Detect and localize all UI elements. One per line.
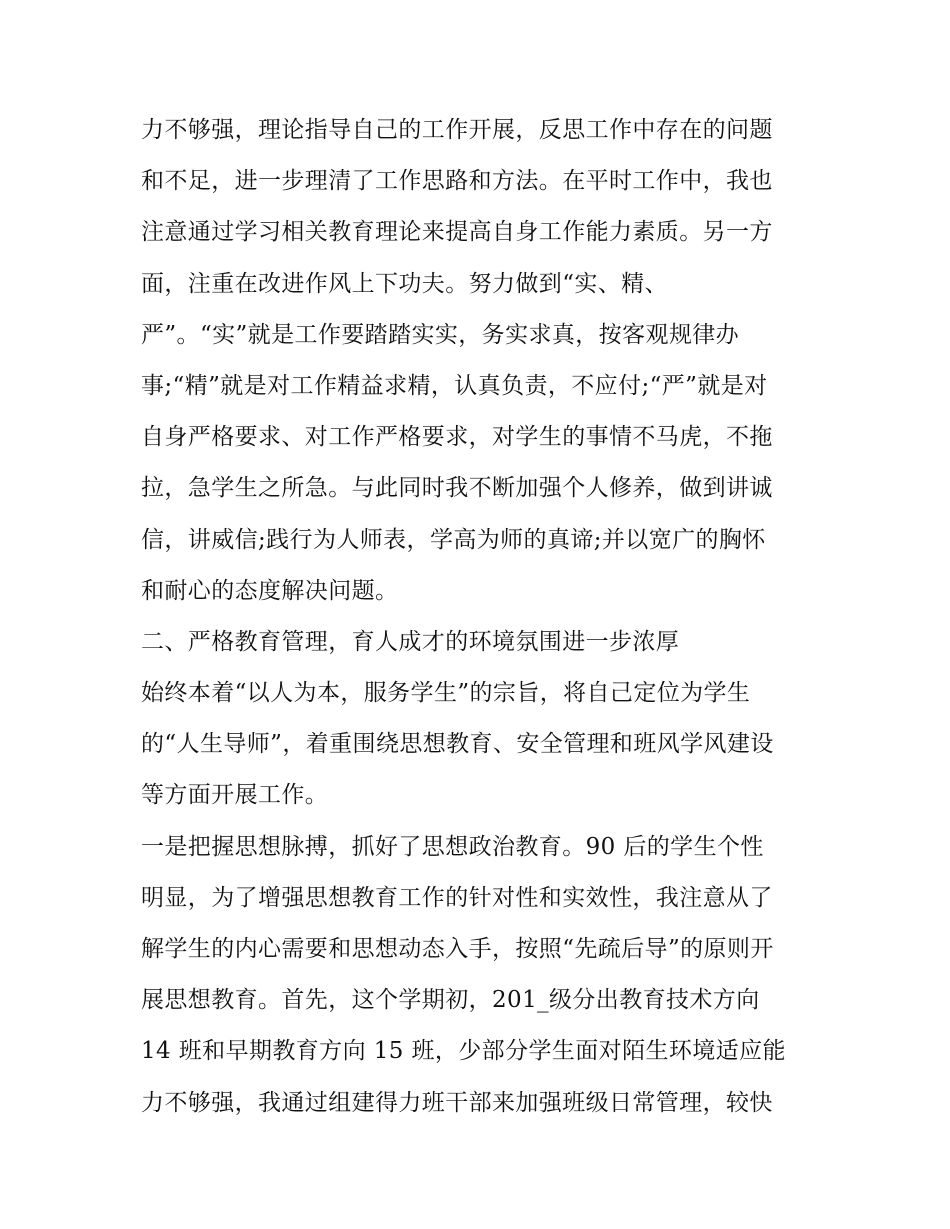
text-line: 严”。“实”就是工作要踏踏实实，务实求真，按客观规律办 (141, 321, 740, 348)
document-body (141, 108, 821, 1132)
text-line: 14 班和早期教育方向 15 班，少部分学生面对陌生环境适应能 (141, 1038, 786, 1065)
text-line: 的“人生导师”，着重围绕思想教育、安全管理和班风学风建设 (141, 731, 774, 758)
text-line: 自身严格要求、对工作严格要求，对学生的事情不马虎，不拖 (141, 424, 773, 451)
text-line: 事;“精”就是对工作精益求精，认真负责，不应付;“严”就是对 (141, 372, 768, 399)
text-line: 明显，为了增强思想教育工作的针对性和实效性，我注意从了 (141, 884, 773, 911)
text-line: 等方面开展工作。 (141, 782, 329, 809)
text-line: 面，注重在改进作风上下功夫。努力做到“实、精、 (141, 270, 668, 297)
text-line: 始终本着“以人为本，服务学生”的宗旨，将自己定位为学生 (141, 680, 751, 707)
text-line: 拉，急学生之所急。与此同时我不断加强个人修养，做到讲诚 (141, 475, 773, 502)
text-line: 力不够强，我通过组建得力班干部来加强班级日常管理，较快 (141, 1089, 773, 1116)
text-line: 和耐心的态度解决问题。 (141, 577, 399, 604)
text-line: 一是把握思想脉搏，抓好了思想政治教育。90 后的学生个性 (141, 833, 764, 860)
text-line: 信，讲威信;践行为人师表，学高为师的真谛;并以宽广的胸怀 (141, 526, 766, 553)
text-line: 解学生的内心需要和思想动态入手，按照“先疏后导”的原则开 (141, 936, 774, 962)
section-heading: 二、严格教育管理，育人成才的环境氛围进一步浓厚 (141, 628, 680, 655)
text-line: 力不够强，理论指导自己的工作开展，反思工作中存在的问题 (141, 117, 773, 143)
text-line: 注意通过学习相关教育理论来提高自身工作能力素质。另一方 (141, 219, 773, 246)
text-line: 展思想教育。首先，这个学期初，201_级分出教育技术方向 (141, 987, 760, 1014)
text-line: 和不足，进一步理清了工作思路和方法。在平时工作中，我也 (141, 168, 773, 195)
